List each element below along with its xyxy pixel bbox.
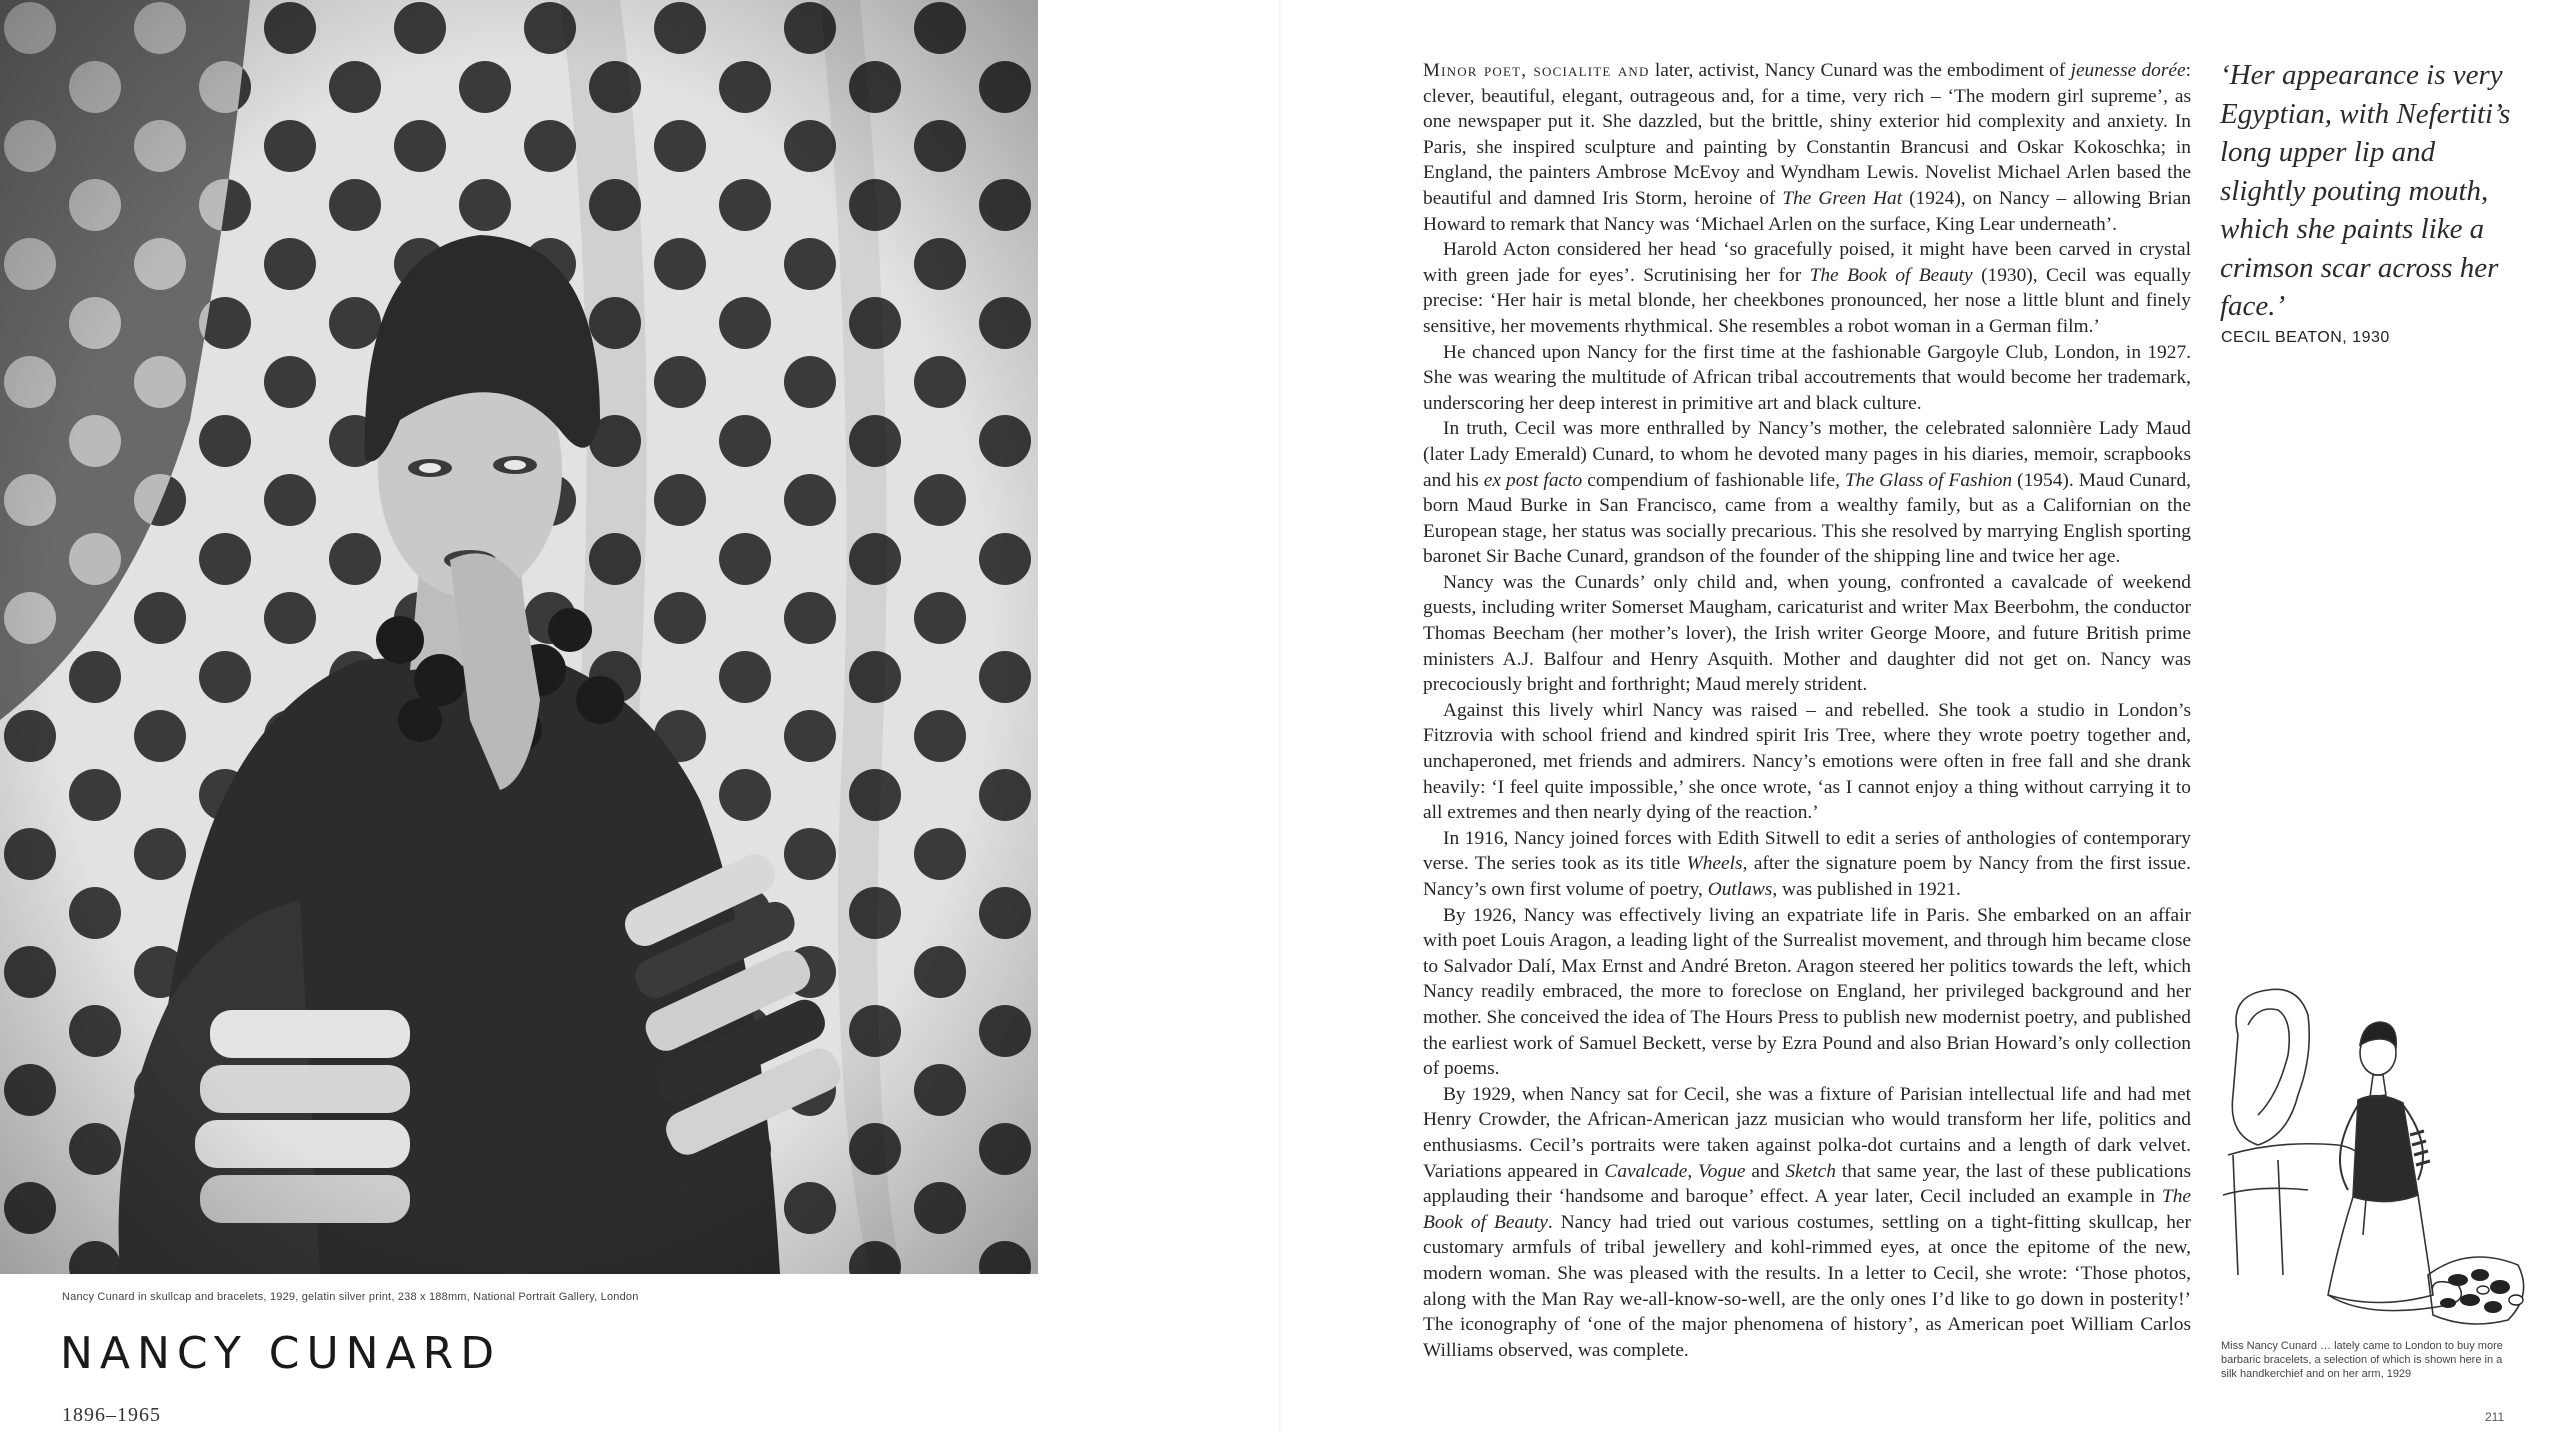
fashion-sketch-illustration [2218,975,2538,1337]
life-dates: 1896–1965 [62,1404,161,1426]
paragraph-3: He chanced upon Nancy for the first time at the fashionable Gargoyle Club, London, in 1927. She was wearing the multitude of African tribal accoutrements that would become her trademark, underscoring her deep interest in primitive art and black culture. [1423,341,2191,414]
quote-credit: CECIL BEATON, 1930 [2221,329,2390,346]
photo-caption: Nancy Cunard in skullcap and bracelets, 1929, gelatin silver print, 238 x 188mm, National Portrait Gallery, London [62,1291,639,1303]
essay-body [1423,58,2191,1363]
paragraph-1: Minor poet, socialite and later, activist, Nancy Cunard was the embodiment of jeunesse dorée: clever, beautiful, elegant, outrageous and, for a time, very rich – ‘The modern girl supreme’, as one newspaper put it. She dazzled, but the brittle, shiny exterior hid complexity and anxiety. In Paris, she inspired sculpture and painting by Constantin Brancusi and Oskar Kokoschka; in England, the painters Ambrose McEvoy and Wyndham Lewis. Novelist Michael Arlen based the beautiful and damned Iris Storm, heroine of The Green Hat (1924), on Nancy – allowing Brian Howard to remark that Nancy was ‘Michael Arlen on the surface, King Lear underneath’. [1423,60,2192,235]
page-gutter [1279,0,1281,1432]
paragraph-9: By 1929, when Nancy sat for Cecil, she was a fixture of Parisian intellectual life and had met Henry Crowder, the African-American jazz musician who would transform her life, politics and enthusiasms. Cecil’s portraits were taken against polka-dot curtains and a length of dark velvet. Variations appeared in Cavalcade, Vogue and Sketch that same year, the last of these publications applauding their ‘handsome and baroque’ effect. A year later, Cecil included an example in The Book of Beauty. Nancy had tried out various costumes, settling on a tight-fitting skullcap, her customary armfuls of tribal jewellery and kohl-rimmed eyes, at once the epitome of the new, modern woman. She was pleased with the results. In a letter to Cecil, she wrote: ‘Those photos, along with the Man Ray we-all-know-so-well, are the only ones I’d like to go down in posterity!’ The iconography of ‘one of the major phenomena of history’, as American poet William Carlos Williams observed, was complete. [1423,1083,2191,1361]
paragraph-8: By 1926, Nancy was effectively living an expatriate life in Paris. She embarked on an affair with poet Louis Aragon, a leading light of the Surrealist movement, and through him became close to Salvador Dalí, Max Ernst and André Breton. Aragon steered her politics towards the left, which Nancy readily embraced, the more to foreclose on England, her privileged background and her mother. She conceived the idea of The Hours Press to publish new modernist poetry, and published the earliest work of Samuel Beckett, verse by Ezra Pound and also Brian Howard’s only collection of poems. [1423,904,2191,1080]
page-number: 211 [2485,1410,2505,1424]
portrait-photograph [0,0,1038,1274]
paragraph-6: Against this lively whirl Nancy was raised – and rebelled. She took a studio in London’s Fitzrovia with school friend and kindred spirit Iris Tree, where they wrote poetry together and, unchaperoned, met friends and admirers. Nancy’s emotions were often in free fall and she drank heavily: ‘I feel quite impossible,’ she once wrote, ‘as I cannot enjoy a thing without carrying it to all extremes and then nearly dying of the reaction.’ [1423,699,2191,824]
paragraph-2: Harold Acton considered her head ‘so gracefully poised, it might have been carved in crystal with green jade for eyes’. Scrutinising her for The Book of Beauty (1930), Cecil was equally precise: ‘Her hair is metal blonde, her cheekbones pronounced, her nose a little blunt and finely sensitive, her movements rhythmical. She resembles a robot woman in a German film.’ [1423,239,2191,337]
paragraph-4: In truth, Cecil was more enthralled by Nancy’s mother, the celebrated salonnière Lady Maud (later Lady Emerald) Cunard, to whom he devoted many pages in his diaries, memoir, scrapbooks and his ex post facto compendium of fashionable life, The Glass of Fashion (1954). Maud Cunard, born Maud Burke in San Francisco, came from a wealthy family, but as a Californian on the European stage, her status was socially precarious. This she resolved by marrying English sporting baronet Sir Bache Cunard, grandson of the founder of the shipping line and twice her age. [1423,418,2191,568]
paragraph-5: Nancy was the Cunards’ only child and, when young, confronted a cavalcade of weekend guests, including writer Somerset Maugham, caricaturist and writer Max Beerbohm, the conductor Thomas Beecham (her mother’s lover), the Irish writer George Moore, and future British prime ministers A.J. Balfour and Henry Asquith. Mother and daughter did not get on. Nancy was precociously bright and forthright; Maud merely strident. [1423,571,2191,696]
pull-quote: ‘Her appearance is very Egyptian, with Nefertiti’s long upper lip and slightly pouting mouth, which she paints like a crimson scar across her face.’ [2220,59,2511,322]
sketch-caption: Miss Nancy Cunard … lately came to London to buy more barbaric bracelets, a selection of which is shown here in a silk handkerchief and on her arm, 1929 [2221,1340,2503,1380]
lead-in-small-caps: Minor poet, socialite and [1423,60,1650,81]
paragraph-7: In 1916, Nancy joined forces with Edith Sitwell to edit a series of anthologies of contemporary verse. The series took as its title Wheels, after the signature poem by Nancy from the first issue. Nancy’s own first volume of poetry, Outlaws, was published in 1921. [1423,827,2191,900]
sitter-name: NANCY CUNARD [60,1328,502,1379]
